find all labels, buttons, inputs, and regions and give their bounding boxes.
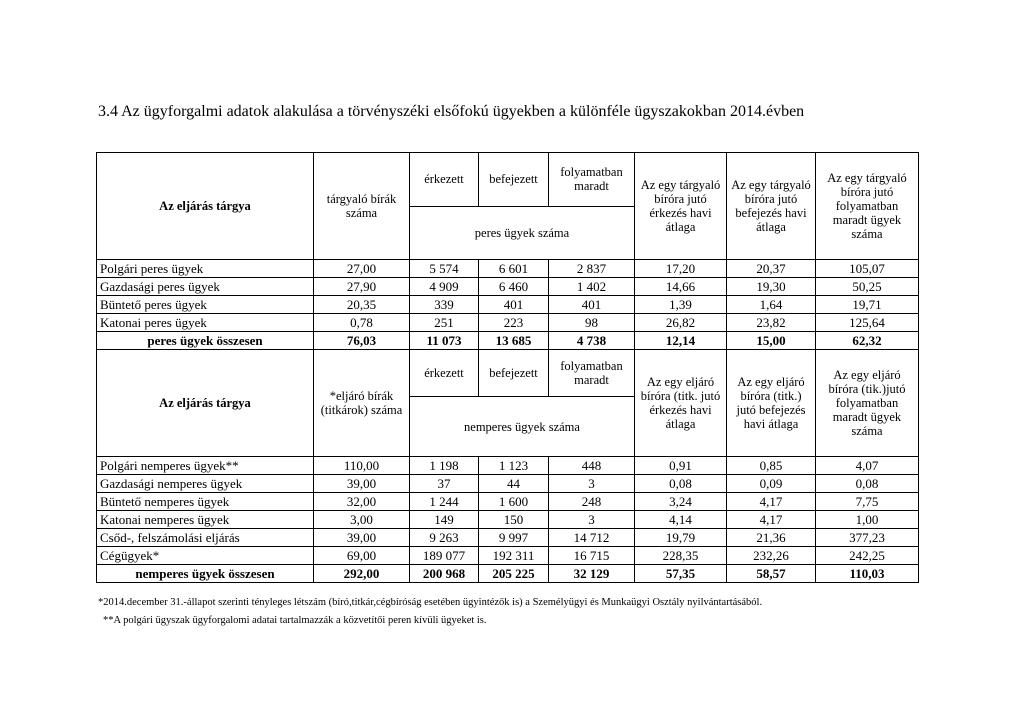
cell: 110,03 bbox=[816, 565, 919, 583]
row-label: Büntető peres ügyek bbox=[97, 296, 314, 314]
cell: 27,90 bbox=[314, 278, 410, 296]
cell: 1 600 bbox=[479, 493, 549, 511]
cell: 0,78 bbox=[314, 314, 410, 332]
cell: 150 bbox=[479, 511, 549, 529]
table-row bbox=[97, 278, 919, 296]
arrived-header: érkezett bbox=[410, 350, 479, 397]
cell: 125,64 bbox=[816, 314, 919, 332]
cell: 5 574 bbox=[410, 260, 479, 278]
cell: 0,91 bbox=[635, 457, 727, 475]
avg-finish-header: Az egy eljáró bíróra (titk.) jutó befejezés havi átlaga bbox=[727, 350, 816, 457]
group-header: nemperes ügyek száma bbox=[410, 397, 635, 457]
group-header: peres ügyek száma bbox=[410, 206, 635, 260]
cell: 4,17 bbox=[727, 511, 816, 529]
nemperes-header-row bbox=[97, 350, 919, 397]
cell: 6 601 bbox=[479, 260, 549, 278]
cell: 23,82 bbox=[727, 314, 816, 332]
row-label: Gazdasági peres ügyek bbox=[97, 278, 314, 296]
cell: 16 715 bbox=[549, 547, 635, 565]
cell: 27,00 bbox=[314, 260, 410, 278]
cell: 1,64 bbox=[727, 296, 816, 314]
arrived-header: érkezett bbox=[410, 153, 479, 207]
row-label: Büntető nemperes ügyek bbox=[97, 493, 314, 511]
cell: 4,07 bbox=[816, 457, 919, 475]
cell: 98 bbox=[549, 314, 635, 332]
cell: 14,66 bbox=[635, 278, 727, 296]
table-row bbox=[97, 457, 919, 475]
cell: 1,39 bbox=[635, 296, 727, 314]
cell: 62,32 bbox=[816, 332, 919, 350]
cell: 251 bbox=[410, 314, 479, 332]
cell: 11 073 bbox=[410, 332, 479, 350]
table-row bbox=[97, 529, 919, 547]
page-title: 3.4 Az ügyforgalmi adatok alakulása a törvényszéki elsőfokú ügyekben a különféle ügyszakokban 2014.évben bbox=[98, 103, 805, 120]
case-statistics-table bbox=[96, 152, 919, 583]
cell: 20,35 bbox=[314, 296, 410, 314]
cell: 58,57 bbox=[727, 565, 816, 583]
cell: 232,26 bbox=[727, 547, 816, 565]
cell: 1 123 bbox=[479, 457, 549, 475]
table-row bbox=[97, 475, 919, 493]
cell: 6 460 bbox=[479, 278, 549, 296]
table-row bbox=[97, 547, 919, 565]
cell: 205 225 bbox=[479, 565, 549, 583]
cell: 105,07 bbox=[816, 260, 919, 278]
avg-pending-header: Az egy tárgyaló bíróra jutó folyamatban maradt ügyek száma bbox=[816, 153, 919, 260]
cell: 26,82 bbox=[635, 314, 727, 332]
avg-arrival-header: Az egy tárgyaló bíróra jutó érkezés havi átlaga bbox=[635, 153, 727, 260]
row-label: Cégügyek* bbox=[97, 547, 314, 565]
cell: 3,00 bbox=[314, 511, 410, 529]
pending-header: folyamatban maradt bbox=[549, 350, 635, 397]
cell: 7,75 bbox=[816, 493, 919, 511]
judges-header: *eljáró bírák (titkárok) száma bbox=[314, 350, 410, 457]
finished-header: befejezett bbox=[479, 350, 549, 397]
cell: 2 837 bbox=[549, 260, 635, 278]
cell: 0,08 bbox=[635, 475, 727, 493]
avg-finish-header: Az egy tárgyaló bíróra jutó befejezés havi átlaga bbox=[727, 153, 816, 260]
cell: 19,79 bbox=[635, 529, 727, 547]
cell: 44 bbox=[479, 475, 549, 493]
cell: 377,23 bbox=[816, 529, 919, 547]
row-label: nemperes ügyek összesen bbox=[97, 565, 314, 583]
peres-header-row bbox=[97, 153, 919, 207]
finished-header: befejezett bbox=[479, 153, 549, 207]
row-label: peres ügyek összesen bbox=[97, 332, 314, 350]
cell: 50,25 bbox=[816, 278, 919, 296]
cell: 1 198 bbox=[410, 457, 479, 475]
cell: 39,00 bbox=[314, 529, 410, 547]
cell: 15,00 bbox=[727, 332, 816, 350]
cell: 1 244 bbox=[410, 493, 479, 511]
cell: 223 bbox=[479, 314, 549, 332]
cell: 3 bbox=[549, 511, 635, 529]
cell: 69,00 bbox=[314, 547, 410, 565]
footnote-civil: **A polgári ügyszak ügyforgalomi adatai tartalmazzák a közvetítői peren kívüli ügyeket is. bbox=[103, 615, 487, 626]
cell: 9 997 bbox=[479, 529, 549, 547]
table-row bbox=[97, 511, 919, 529]
cell: 401 bbox=[479, 296, 549, 314]
cell: 192 311 bbox=[479, 547, 549, 565]
row-label: Gazdasági nemperes ügyek bbox=[97, 475, 314, 493]
cell: 76,03 bbox=[314, 332, 410, 350]
cell: 248 bbox=[549, 493, 635, 511]
cell: 448 bbox=[549, 457, 635, 475]
cell: 4 738 bbox=[549, 332, 635, 350]
cell: 21,36 bbox=[727, 529, 816, 547]
cell: 12,14 bbox=[635, 332, 727, 350]
cell: 4 909 bbox=[410, 278, 479, 296]
cell: 292,00 bbox=[314, 565, 410, 583]
subject-header: Az eljárás tárgya bbox=[97, 153, 314, 260]
cell: 401 bbox=[549, 296, 635, 314]
cell: 0,08 bbox=[816, 475, 919, 493]
cell: 17,20 bbox=[635, 260, 727, 278]
cell: 0,09 bbox=[727, 475, 816, 493]
cell: 3 bbox=[549, 475, 635, 493]
cell: 39,00 bbox=[314, 475, 410, 493]
pending-header: folyamatban maradt bbox=[549, 153, 635, 207]
cell: 339 bbox=[410, 296, 479, 314]
cell: 57,35 bbox=[635, 565, 727, 583]
cell: 3,24 bbox=[635, 493, 727, 511]
cell: 13 685 bbox=[479, 332, 549, 350]
cell: 37 bbox=[410, 475, 479, 493]
footnote-staff: *2014.december 31.-állapot szerinti tényleges létszám (bíró,titkár,cégbíróság esetében ügyintézők is) a Személyügyi és Munkaügyi Osztály nyilvántartásából. bbox=[98, 597, 763, 608]
table-row bbox=[97, 493, 919, 511]
cell: 200 968 bbox=[410, 565, 479, 583]
subject-header: Az eljárás tárgya bbox=[97, 350, 314, 457]
cell: 228,35 bbox=[635, 547, 727, 565]
cell: 242,25 bbox=[816, 547, 919, 565]
cell: 14 712 bbox=[549, 529, 635, 547]
cell: 32 129 bbox=[549, 565, 635, 583]
cell: 1 402 bbox=[549, 278, 635, 296]
row-label: Polgári nemperes ügyek** bbox=[97, 457, 314, 475]
judges-header: tárgyaló bírák száma bbox=[314, 153, 410, 260]
cell: 110,00 bbox=[314, 457, 410, 475]
avg-pending-header: Az egy eljáró bíróra (tik.)jutó folyamatban maradt ügyek száma bbox=[816, 350, 919, 457]
cell: 4,17 bbox=[727, 493, 816, 511]
total-row bbox=[97, 332, 919, 350]
cell: 0,85 bbox=[727, 457, 816, 475]
table-row bbox=[97, 260, 919, 278]
cell: 19,30 bbox=[727, 278, 816, 296]
cell: 189 077 bbox=[410, 547, 479, 565]
cell: 1,00 bbox=[816, 511, 919, 529]
cell: 149 bbox=[410, 511, 479, 529]
row-label: Katonai peres ügyek bbox=[97, 314, 314, 332]
cell: 32,00 bbox=[314, 493, 410, 511]
row-label: Csőd-, felszámolási eljárás bbox=[97, 529, 314, 547]
row-label: Polgári peres ügyek bbox=[97, 260, 314, 278]
table-row bbox=[97, 314, 919, 332]
row-label: Katonai nemperes ügyek bbox=[97, 511, 314, 529]
avg-arrival-header: Az egy eljáró bíróra (titk. jutó érkezés havi átlaga bbox=[635, 350, 727, 457]
cell: 19,71 bbox=[816, 296, 919, 314]
table-row bbox=[97, 296, 919, 314]
cell: 4,14 bbox=[635, 511, 727, 529]
cell: 9 263 bbox=[410, 529, 479, 547]
cell: 20,37 bbox=[727, 260, 816, 278]
total-row bbox=[97, 565, 919, 583]
